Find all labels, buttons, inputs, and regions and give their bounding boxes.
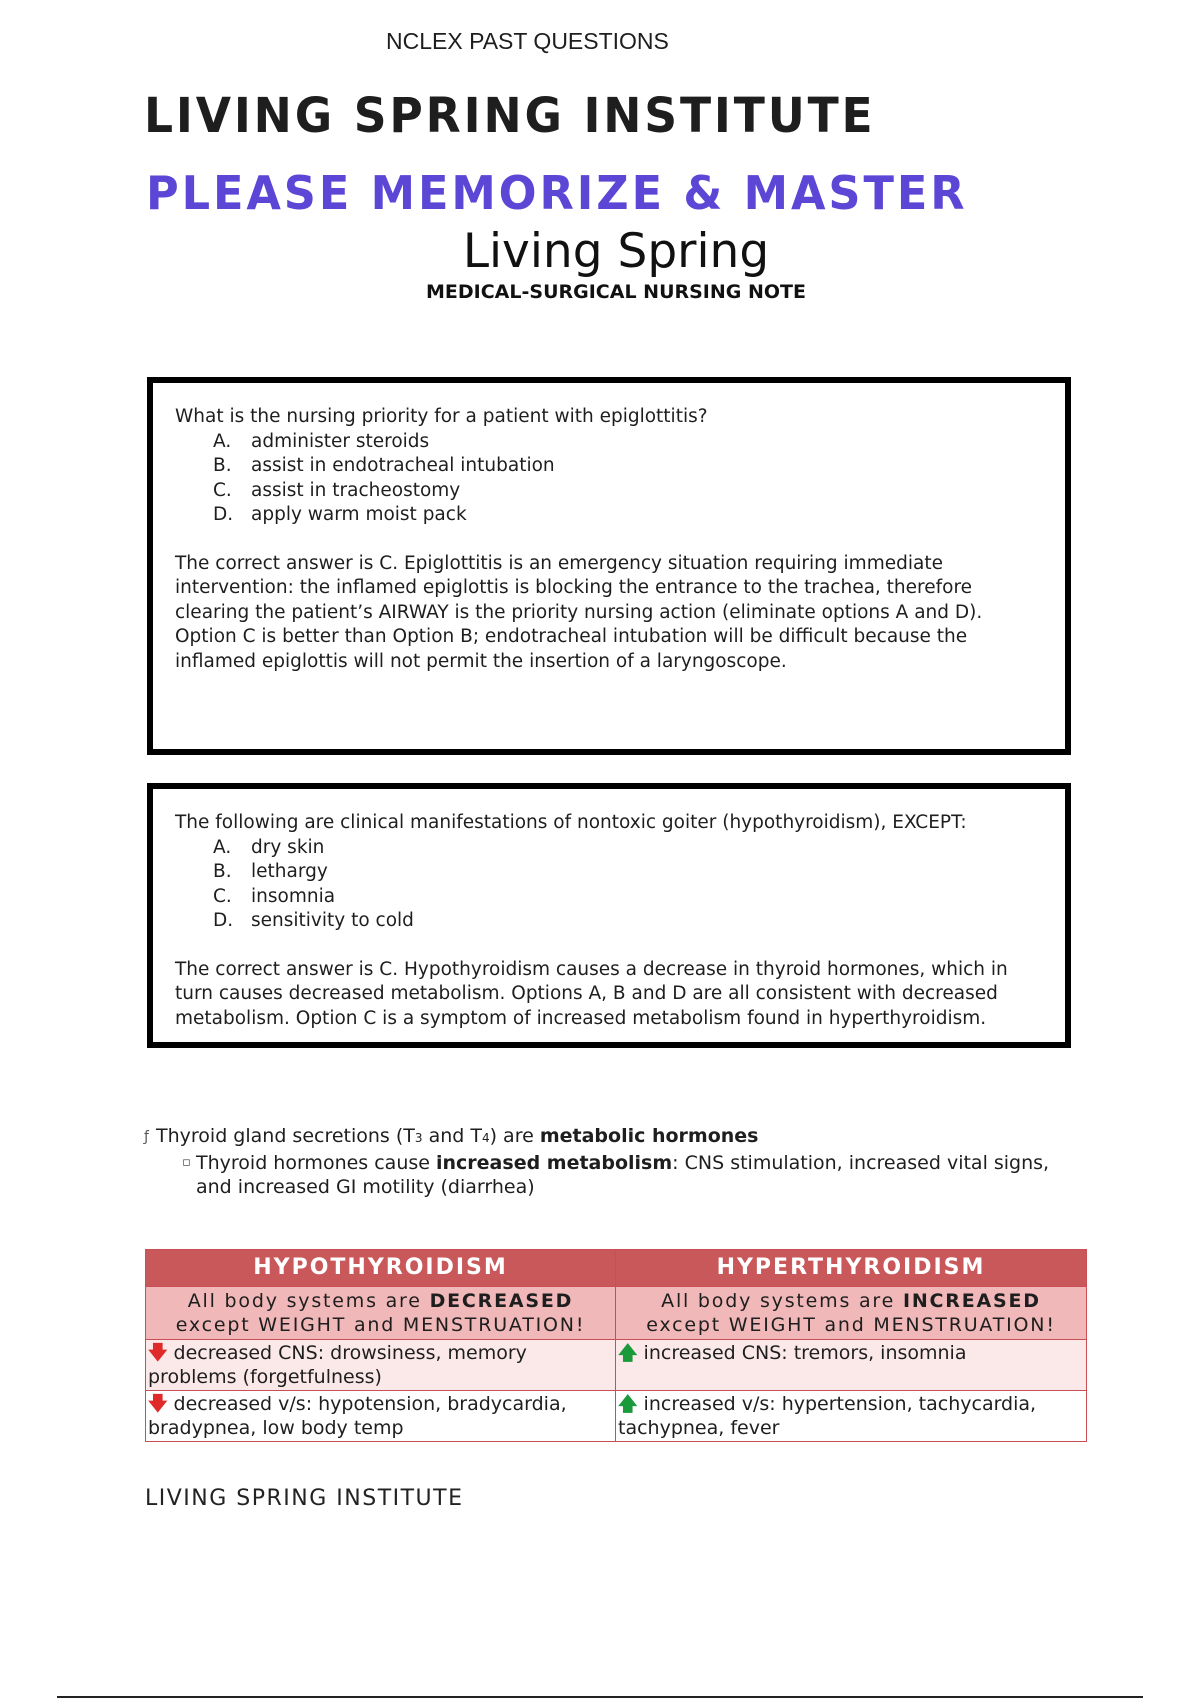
instruction-title: PLEASE MEMORIZE & MASTER [146, 166, 968, 220]
option-text: apply warm moist pack [251, 504, 467, 525]
option-text: lethargy [251, 861, 328, 882]
option-letter: D. [213, 504, 234, 525]
option-item [175, 836, 1045, 861]
arrow-down-icon: 🡇 [148, 1342, 168, 1364]
options-list [175, 836, 1045, 934]
option-text: sensitivity to cold [251, 910, 414, 931]
option-item [175, 860, 1045, 885]
brand-name: Living Spring [462, 224, 770, 279]
table-cell: 🡇 decreased CNS: drowsiness, memory problems (forgetfulness) [146, 1340, 616, 1391]
option-letter: B. [213, 861, 232, 882]
institute-title: LIVING SPRING INSTITUTE [144, 88, 876, 144]
option-item [175, 479, 1045, 504]
option-text: assist in endotracheal intubation [251, 455, 555, 476]
answer-explanation: The correct answer is C. Hypothyroidism causes a decrease in thyroid hormones, which in turn causes decreased metabolism. Options A, B and D are all consistent with decreased metabolism. Option C is a symptom of increased metabolism found in hyperthyroidism. [175, 958, 1008, 1029]
option-text: insomnia [251, 885, 336, 907]
thyroid-comparison-table [145, 1249, 1087, 1442]
table-cell: 🡅 increased v/s: hypertension, tachycardia, tachypnea, fever [616, 1391, 1087, 1442]
option-letter: B. [213, 455, 232, 476]
arrow-up-icon: 🡅 [618, 1393, 638, 1415]
arrow-down-icon: 🡇 [148, 1393, 168, 1415]
option-letter: C. [213, 885, 232, 907]
option-text: administer steroids [251, 430, 430, 452]
option-item [175, 454, 1045, 479]
table-cell: 🡇 decreased v/s: hypotension, bradycardia, bradypnea, low body temp [146, 1391, 616, 1442]
question-stem: What is the nursing priority for a patient with epiglottitis? [175, 406, 708, 427]
options-list [175, 430, 1045, 528]
option-letter: D. [213, 910, 234, 931]
hyper-summary: All body systems are INCREASED except WEIGHT and MENSTRUATION! [616, 1287, 1087, 1340]
arrow-up-icon: 🡅 [618, 1342, 638, 1364]
option-text: assist in tracheostomy [251, 479, 461, 501]
footer-brand: LIVING SPRING INSTITUTE [145, 1486, 464, 1511]
option-letter: C. [213, 479, 232, 501]
hyper-heading: HYPERTHYROIDISM [616, 1250, 1087, 1287]
option-letter: A. [213, 836, 232, 858]
option-item [175, 503, 1045, 528]
hypo-summary: All body systems are DECREASED except WEIGHT and MENSTRUATION! [146, 1287, 616, 1340]
option-item [175, 885, 1045, 910]
question-stem: The following are clinical manifestations of nontoxic goiter (hypothyroidism), EXCEPT: [175, 812, 967, 833]
note-title: MEDICAL-SURGICAL NURSING NOTE [426, 281, 806, 303]
square-bullet-icon: ▫ [182, 1154, 191, 1170]
question-card-2 [147, 783, 1071, 1048]
header-line: NCLEX PAST QUESTIONS [386, 28, 669, 54]
table-cell: 🡅 increased CNS: tremors, insomnia [616, 1340, 1087, 1391]
bullet-level-1: ƒ Thyroid gland secretions (T3 and T4) are metabolic hormones [144, 1124, 1084, 1151]
option-item [175, 430, 1045, 455]
bullet-icon: ƒ [144, 1129, 149, 1145]
option-text: dry skin [251, 836, 325, 858]
option-item [175, 909, 1045, 934]
hypo-heading: HYPOTHYROIDISM [146, 1250, 616, 1287]
bullet-level-2: ▫ Thyroid hormones cause increased metabolism: CNS stimulation, increased vital signs, and increased GI motility (diarrhea) [182, 1151, 1050, 1198]
answer-explanation: The correct answer is C. Epiglottitis is an emergency situation requiring immediate intervention: the inflamed epiglottis is blocking the entrance to the trachea, therefore clearing the patient’s AIRWAY is the priority nursing action (eliminate options A and D). Option C is better than Option B; endotracheal intubation will be difficult because the inflamed epiglottis will not permit the insertion of a laryngoscope. [175, 552, 983, 672]
option-letter: A. [213, 430, 232, 452]
bottom-divider [57, 1696, 1143, 1698]
notes-bullets [144, 1124, 1084, 1200]
question-card-1 [147, 377, 1071, 755]
